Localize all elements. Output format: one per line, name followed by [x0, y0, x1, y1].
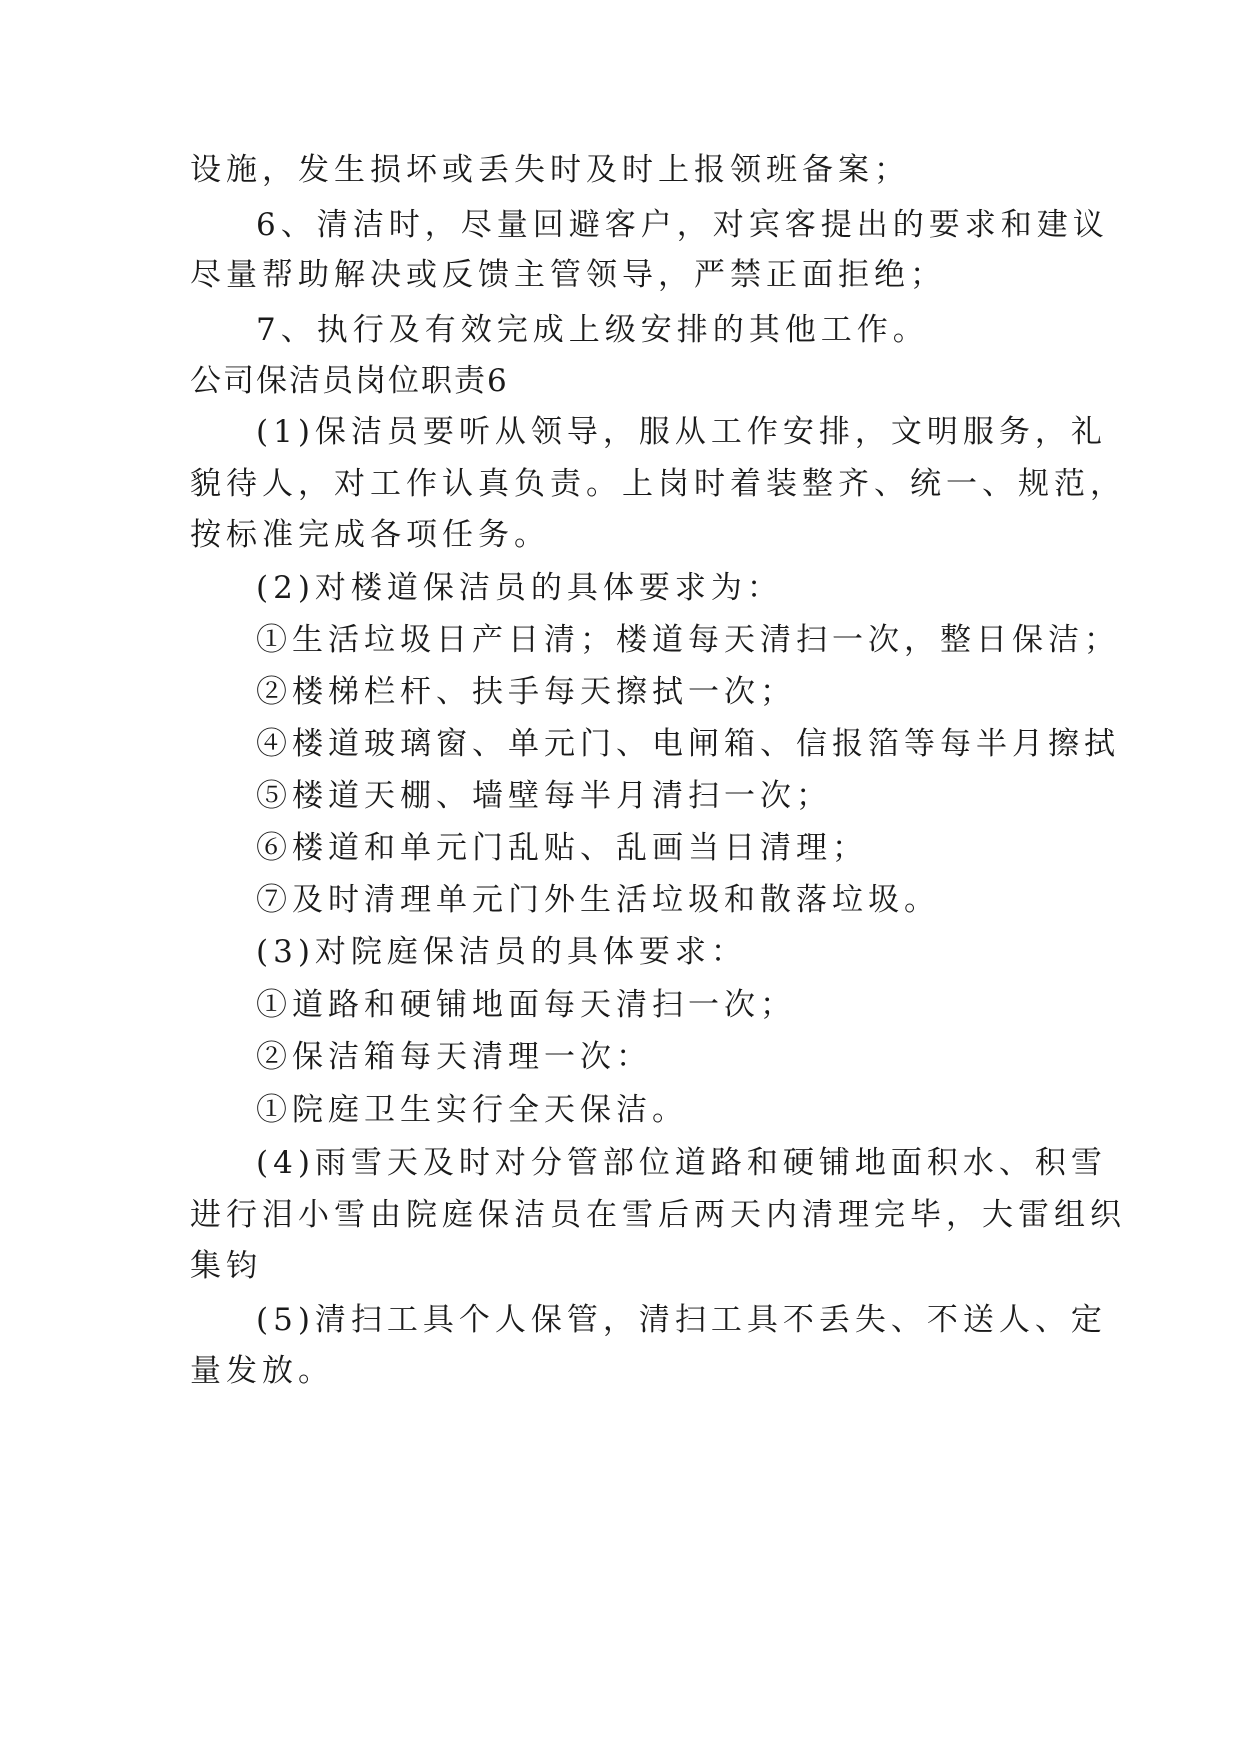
- list-item: ②保洁箱每天清理一次：: [256, 1039, 652, 1075]
- paragraph-1-line: 按标准完成各项任务。: [190, 517, 550, 553]
- paragraph-1-line: (1)保洁员要听从领导，服从工作安排，文明服务，礼: [256, 414, 1107, 450]
- paragraph-5-line: (5)清扫工具个人保管，清扫工具不丢失、不送人、定: [256, 1302, 1107, 1338]
- paragraph-1-line: 貌待人，对工作认真负责。上岗时着装整齐、统一、规范，: [190, 466, 1126, 502]
- list-item: ④楼道玻璃窗、单元门、电闸箱、信报箔等每半月擦拭: [256, 726, 1120, 762]
- paragraph-4-line: 集钧: [190, 1248, 262, 1284]
- paragraph-2-heading: (2)对楼道保洁员的具体要求为：: [256, 570, 783, 606]
- list-item: ⑦及时清理单元门外生活垃圾和散落垃圾。: [256, 882, 940, 918]
- list-item-6: 6、清洁时，尽量回避客户，对宾客提出的要求和建议: [256, 207, 1109, 243]
- list-item: ⑤楼道天棚、墙壁每半月清扫一次；: [256, 778, 832, 814]
- paragraph-4-line: (4)雨雪天及时对分管部位道路和硬铺地面积水、积雪: [256, 1145, 1107, 1181]
- list-item: ②楼梯栏杆、扶手每天擦拭一次；: [256, 674, 796, 710]
- body-text-line: 尽量帮助解决或反馈主管领导，严禁正面拒绝；: [190, 257, 946, 293]
- body-text-line: 设施，发生损坏或丢失时及时上报领班备案；: [190, 152, 910, 188]
- list-item: ①生活垃圾日产日清；楼道每天清扫一次，整日保洁；: [256, 622, 1120, 658]
- paragraph-3-heading: (3)对院庭保洁员的具体要求：: [256, 934, 747, 970]
- section-heading: 公司保洁员岗位职责6: [190, 363, 509, 399]
- list-item-7: 7、执行及有效完成上级安排的其他工作。: [256, 312, 929, 348]
- list-item: ①道路和硬铺地面每天清扫一次；: [256, 987, 796, 1023]
- paragraph-4-line: 进行泪小雪由院庭保洁员在雪后两天内清理完毕，大雷组织: [190, 1197, 1126, 1233]
- list-item: ⑥楼道和单元门乱贴、乱画当日清理；: [256, 830, 868, 866]
- paragraph-5-line: 量发放。: [190, 1353, 334, 1389]
- list-item: ①院庭卫生实行全天保洁。: [256, 1092, 688, 1128]
